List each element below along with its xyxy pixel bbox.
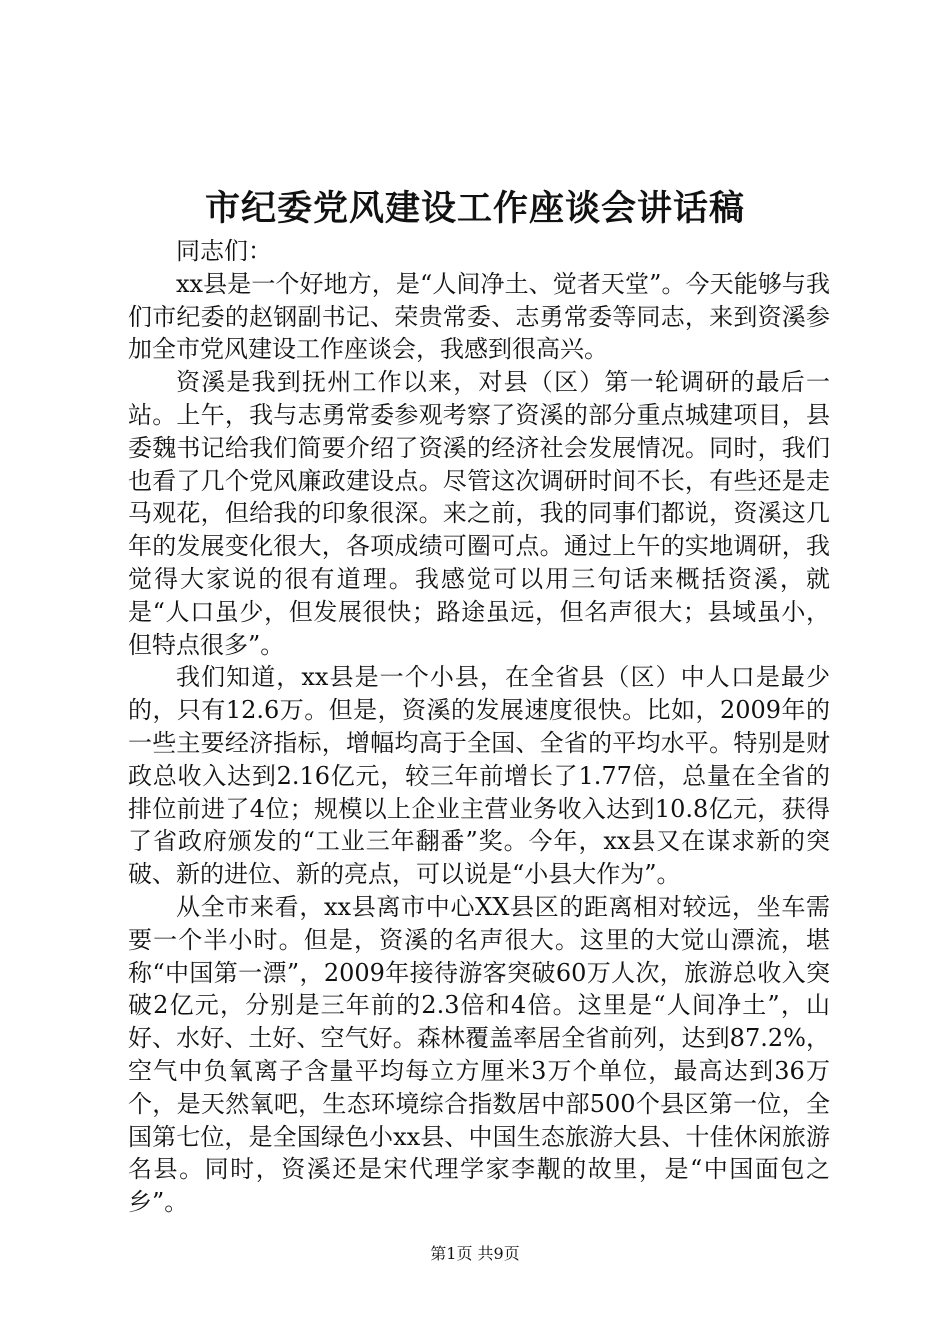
paragraph-2: 资溪是我到抚州工作以来，对县（区）第一轮调研的最后一站。上午，我与志勇常委参观考察了资溪的部分重点城建项目，县委魏书记给我们简要介绍了资溪的经济社会发展情况。同时，我们也看了几个党风廉政建设点。尽管这次调研时间不长，有些还是走马观花，但给我的印象很深。来之前，我的同事们都说，资溪这几年的发展变化很大，各项成绩可圈可点。通过上午的实地调研，我觉得大家说的很有道理。我感觉可以用三句话来概括资溪，就是“人口虽少，但发展很快；路途虽远，但名声很大；县域虽小，但特点很多”。: [128, 368, 830, 659]
document-title: 市纪委党风建设工作座谈会讲话稿: [204, 188, 745, 229]
paragraph-3: 我们知道，xx县是一个小县，在全省县（区）中人口是最少的，只有12.6万。但是，资溪的发展速度很快。比如，2009年的一些主要经济指标，增幅均高于全国、全省的平均水平。特别是财政总收入达到2.16亿元，较三年前增长了1.77倍，总量在全省的排位前进了4位；规模以上企业主营业务收入达到10.8亿元，获得了省政府颁发的“工业三年翻番”奖。今年，xx县又在谋求新的突破、新的进位、新的亮点，可以说是“小县大作为”。: [128, 663, 830, 889]
paragraph-1: xx县是一个好地方，是“人间净土、觉者天堂”。今天能够与我们市纪委的赵钢副书记、荣贵常委、志勇常委等同志，来到资溪参加全市党风建设工作座谈会，我感到很高兴。: [128, 269, 830, 364]
paragraph-4: 从全市来看，xx县离市中心XX县区的距离相对较远，坐车需要一个半小时。但是，资溪的名声很大。这里的大觉山漂流，堪称“中国第一漂”，2009年接待游客突破60万人次，旅游总收入突破2亿元，分别是三年前的2.3倍和4倍。这里是“人间净土”，山好、水好、土好、空气好。森林覆盖率居全省前列，达到87.2%，空气中负氧离子含量平均每立方厘米3万个单位，最高达到36万个，是天然氧吧，生态环境综合指数居中部500个县区第一位，全国第七位，是全国绿色小xx县、中国生态旅游大县、十佳休闲旅游名县。同时，资溪还是宋代理学家李觏的故里，是“中国面包之乡”。: [128, 892, 830, 1217]
page-number: 第1页 共9页: [430, 1244, 520, 1263]
greeting: 同志们：: [176, 237, 272, 265]
document-body: [128, 235, 830, 1219]
